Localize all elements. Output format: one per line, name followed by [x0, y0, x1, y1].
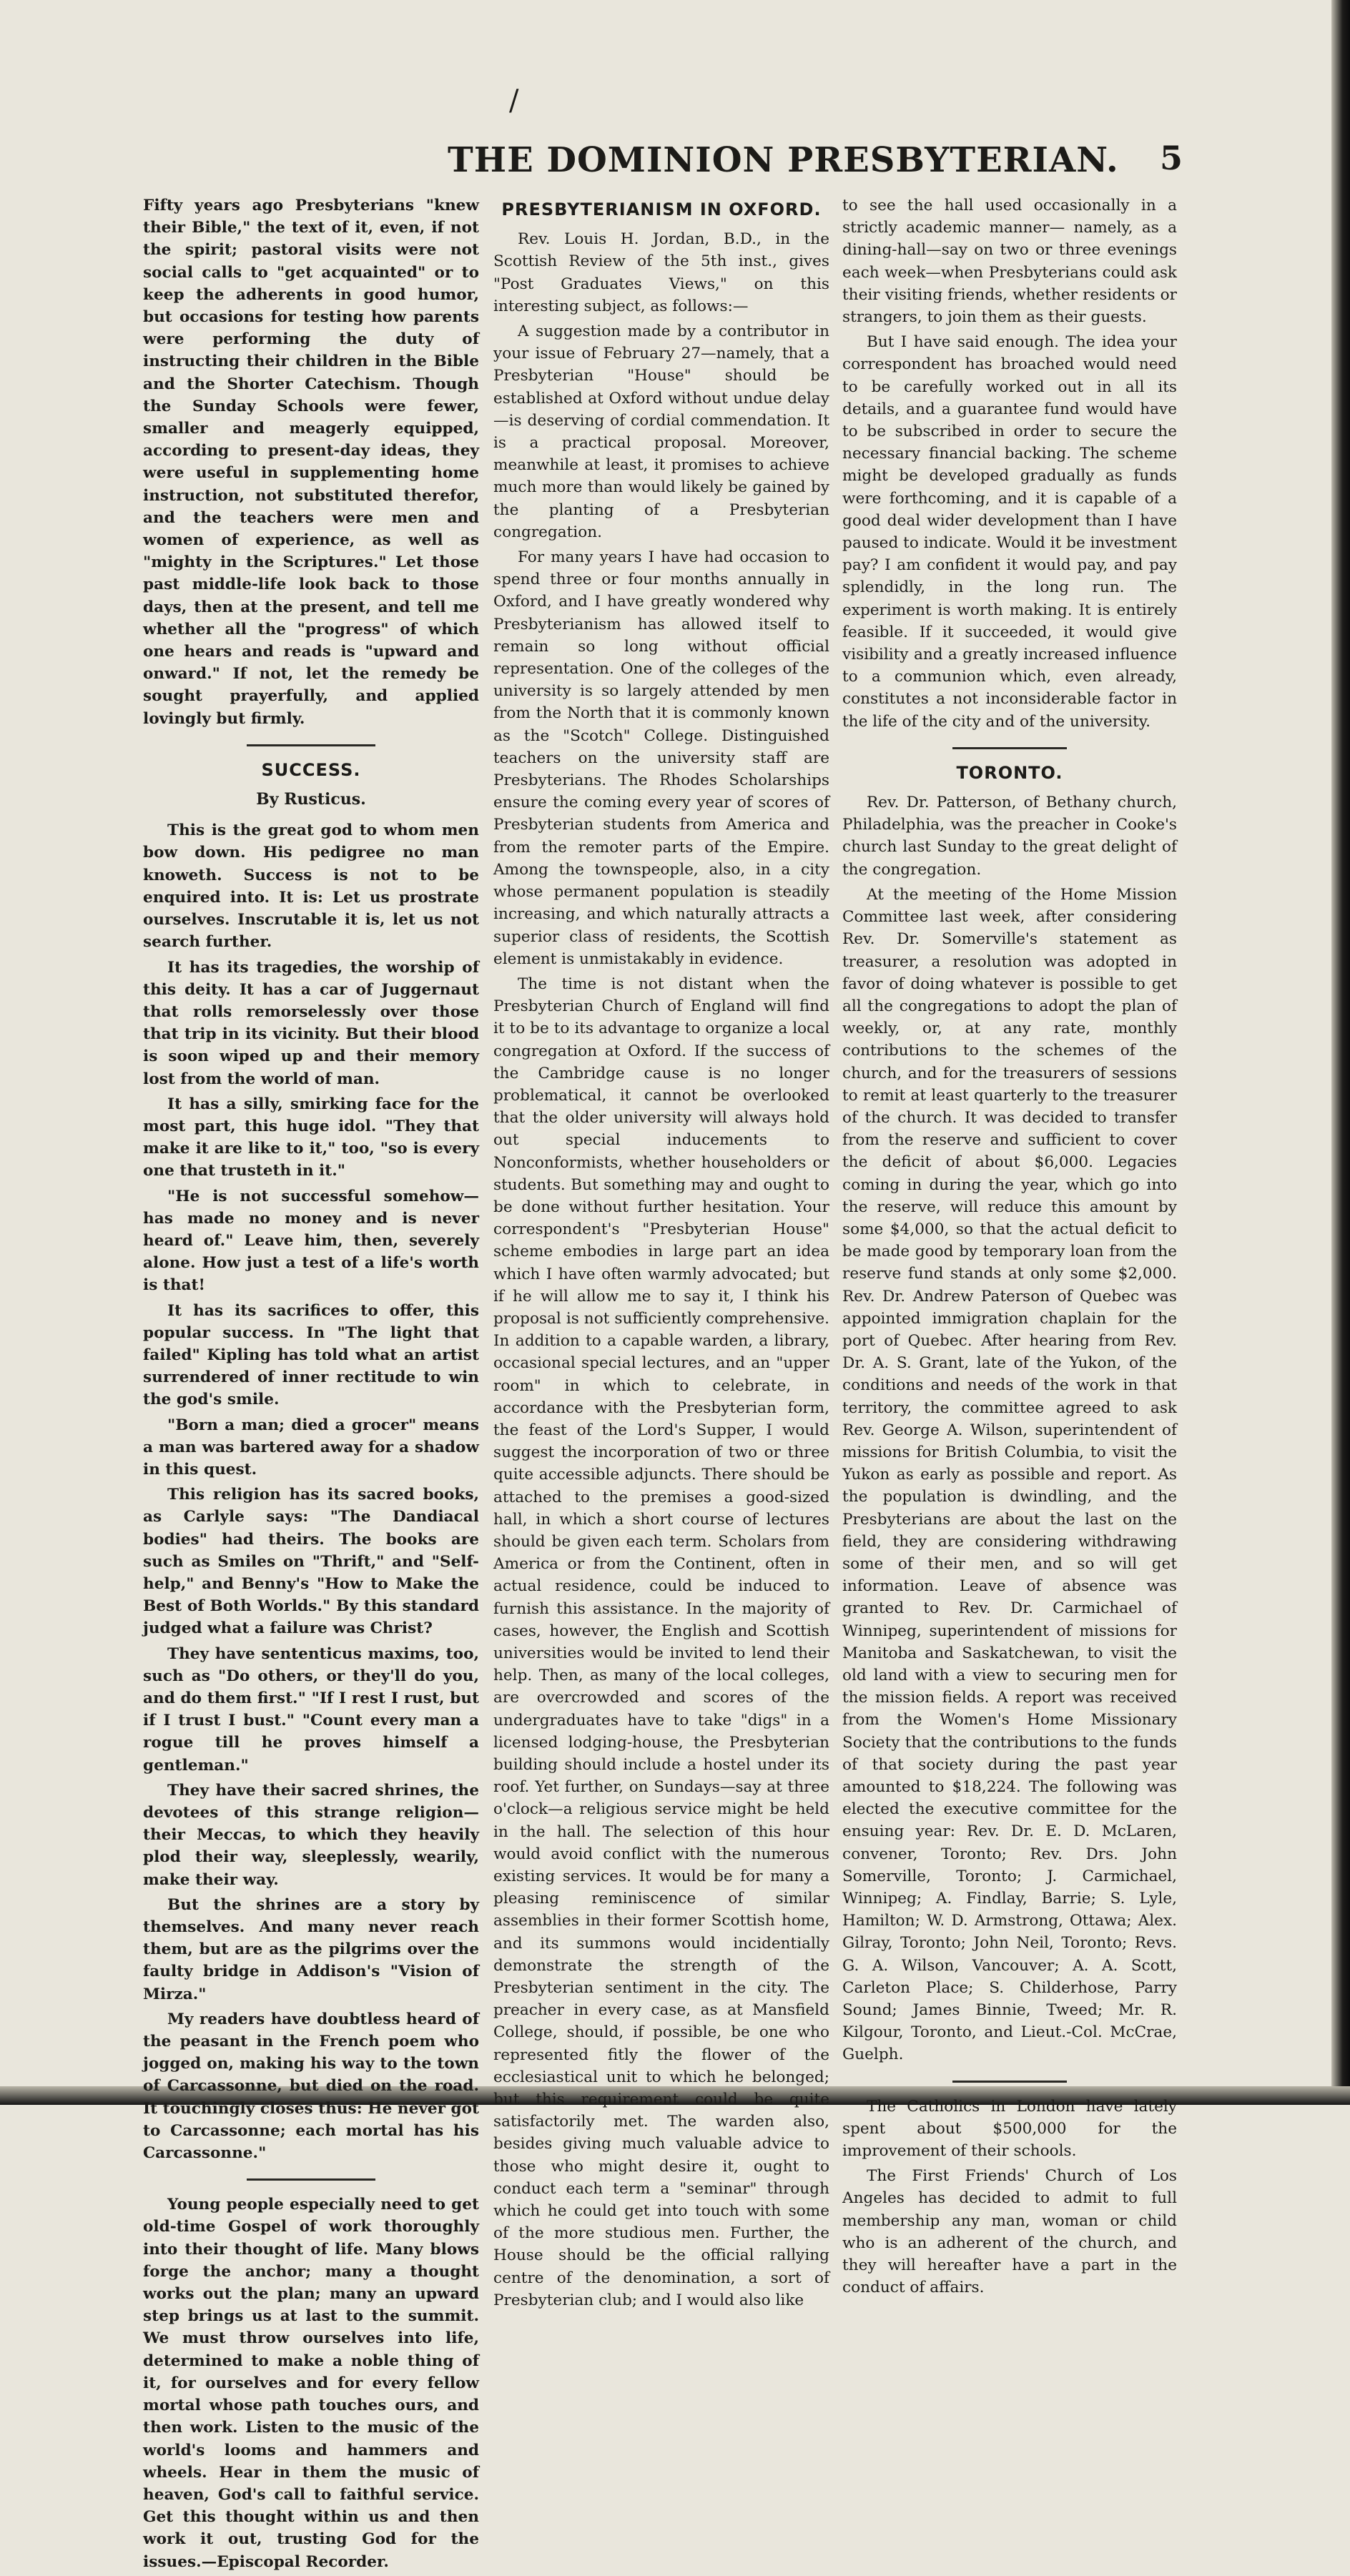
top-mark: /: [509, 84, 519, 117]
column-right: [842, 194, 1177, 2301]
oxford-paragraph: For many years I have had occasion to spend three or four months annually in Oxford, and I have greatly wondered why Presbyterianism has allowed itself to remain so long without official representation. One of the colleges of the university is so largely attended by men from the North that it is commonly known as the "Scotch" College. Distinguished teachers on the university staff are Presbyterians. The Rhodes Scholarships ensure the coming every year of scores of Presbyterian students from America and from the remoter parts of the Empire. Among the townspeople, also, in a city whose permanent population is steadily increasing, and which naturally attracts a superior class of residents, the Scottish element is unmistakably in evidence.: [493, 548, 829, 968]
success-paragraph: But the shrines are a story by themselves. And many never reach them, but are as the pilgrims over the faulty bridge in Addison's "Vision of Mirza.": [143, 1895, 479, 2003]
oxford-continued-paragraph: But I have said enough. The idea your correspondent has broached would need to be carefully worked out in all its details, and a guarantee fund would have to be subscribed in order to secure the necessary financial backing. The scheme might be developed gradually as funds were forthcoming, and it is capable of a good deal wider development than I have paused to indicate. Would it be investment pay? I am confident it would pay, and pay splendidly, in the long run. The experiment is worth making. It is entirely feasible. If it succeeded, it would give visibility and a greatly increased influence to a communion which, even already, constitutes a not inconsiderable factor in the life of the city and of the university.: [842, 333, 1177, 731]
page-number: 5: [1160, 139, 1183, 177]
success-paragraph: "Born a man; died a grocer" means a man was bartered away for a shadow in this quest.: [143, 1416, 479, 1479]
oxford-paragraph: The time is not distant when the Presbyterian Church of England will find it to be to its advantage to organize a local congregation at Oxford. If the success of the Cambridge cause is no longer problematical, it cannot be overlooked that the older university will always hold out special inducements to Nonconformists, whether householders or students. But something may and ought to be done without further hesitation. Your correspondent's "Presbyterian House" scheme embodies in large part an idea which I have often warmly advocated; but if he will allow me to say it, I think his proposal is not sufficiently comprehensive. In addition to a capable warden, a library, occasional special lectures, and an "upper room" in which to celebrate, in accordance with the Presbyterian form, the feast of the Lord's Supper, I would suggest the incorporation of two or three quite accessible adjuncts. There should be attached to the premises a good-sized hall, in which a short course of lectures should be given each term. Scholars from America or from the Continent, often in actual residence, could be induced to furnish this assistance. In the majority of cases, however, the English and Scottish universities would be invited to lend their help. Then, as many of the local colleges, are overcrowded and scores of the undergraduates have to take "digs" in a licensed lodging-house, the Presbyterian building should include a hostel under its roof. Yet further, on Sundays—say at three o'clock—a religious service might be held in the hall. The selection of this hour would avoid conflict with the numerous existing services. It would be for many a pleasing reminiscence of similar assemblies in their former Scottish home, and its summons would incidentially demonstrate the strength of the Presbyterian sentiment in the city. The preacher in every case, as at Mansfield College, should, if possible, be one who represented fitly the flower of the ecclesiastical unit to which he belonged; but this requirement could be quite satisfactorily met. The warden also, besides giving much valuable advice to those who might desire it, ought to conduct each term a "seminar" through which he could get into touch with some of the more studious men. Further, the House should be the official rallying centre of the denomination, a sort of Presbyterian club; and I would also like: [493, 974, 829, 2309]
toronto-paragraph: Rev. Dr. Patterson, of Bethany church, Philadelphia, was the preacher in Cooke's church last Sunday to the great delight of the congregation.: [842, 794, 1177, 879]
intro-paragraph: Fifty years ago Presbyterians "knew their Bible," the text of it, even, if not the spirit; pastoral visits were not social calls to "get acquainted" or to keep the adherents in good humor, but occasions for testing how parents were performing the duty of instructing their children in the Bible and the Shorter Catechism. Though the Sunday Schools were fewer, smaller and meagerly equipped, according to present-day ideas, they were useful in supplementing home instruction, not substituted therefor, and the teachers were men and women of experience, as well as "mighty in the Scriptures." Let those past middle-life look back to those days, then at the present, and tell me whether all the "progress" of which one hears and reads is "upward and onward." If not, let the remedy be sought prayerfully, and applied lovingly but firmly.: [143, 197, 479, 728]
oxford-heading: PRESBYTERIANISM IN OXFORD.: [501, 199, 822, 219]
column-left: [143, 194, 479, 2576]
young-people-paragraph: Young people especially need to get old-time Gospel of work thoroughly into their thought of life. Many blows forge the anchor; many a thought works out the plan; many an upward step brings us at last to the summit. We must throw ourselves into life, determined to make a noble thing of it, for ourselves and for every fellow mortal whose path touches ours, and then work. Listen to the music of the world's looms and hammers and wheels. Hear in them the music of heaven, God's call to faithful service. Get this thought within us and then work it out, trusting God for the issues.—Episcopal Recorder.: [143, 2196, 479, 2571]
success-byline: By Rusticus.: [256, 790, 366, 809]
success-paragraph: They have sententicus maxims, too, such as "Do others, or they'll do you, and do them first." "If I rest I rust, but if I trust I bust." "Count every man a rogue till he proves himself a gentleman.": [143, 1644, 479, 1775]
success-paragraph: This is the great god to whom men bow down. His pedigree no man knoweth. Success is not to be enquired into. It is: Let us prostrate ourselves. Inscrutable it is, let us not search further.: [143, 821, 479, 952]
success-paragraph: My readers have doubtless heard of the peasant in the French poem who jogged on, making his way to the town of Carcassonne, but died on the road. It touchingly closes thus: He never got to Carcassonne; each mortal has his Carcassonne.": [143, 2010, 479, 2163]
success-paragraph: This religion has its sacred books, as Carlyle says: "The Dandiacal bodies" had theirs. The books are such as Smiles on "Thrift," and "Self-help," and Benny's "How to Make the Best of Both Worlds." By this standard judged what a failure was Christ?: [143, 1486, 479, 1638]
column-middle: [493, 194, 829, 2314]
divider: [247, 744, 375, 746]
divider: [952, 2081, 1067, 2083]
success-paragraph: "He is not successful somehow—has made no money and is never heard of." Leave him, then, severely alone. How just a test of a life's worth is that!: [143, 1187, 479, 1295]
oxford-continued-paragraph: to see the hall used occasionally in a strictly academic manner— namely, as a dining-hall—say on two or three evenings each week—when Presbyterians could ask their visiting friends, whether residents or strangers, to join them as their guests.: [842, 197, 1177, 327]
success-paragraph: It has a silly, smirking face for the most part, this huge idol. "They that make it are like to it," too, "so is every one that trusteth in it.": [143, 1095, 479, 1180]
toronto-heading: TORONTO.: [956, 762, 1063, 783]
success-paragraph: They have their sacred shrines, the devotees of this strange religion—their Meccas, to which they heavily plod their way, sleeplessly, wearily, make their way.: [143, 1781, 479, 1889]
oxford-paragraph: Rev. Louis H. Jordan, B.D., in the Scottish Review of the 5th inst., gives "Post Graduates Views," on this interesting subject, as follows:—: [493, 230, 829, 315]
page-edge-right: [1331, 0, 1350, 2105]
divider: [952, 747, 1067, 749]
note-paragraph: The First Friends' Church of Los Angeles has decided to admit to full membership any man, woman or child who is an adherent of the church, and they will hereafter have a part in the conduct of affairs.: [842, 2167, 1177, 2297]
success-paragraph: It has its sacrifices to offer, this popular success. In "The light that failed" Kipling has told what an artist surrendered of inner rectitude to win the god's smile.: [143, 1301, 479, 1409]
masthead: THE DOMINION PRESBYTERIAN.: [448, 140, 1119, 180]
success-heading: SUCCESS.: [261, 759, 361, 780]
toronto-paragraph: At the meeting of the Home Mission Committee last week, after considering Rev. Dr. Somerville's statement as treasurer, a resolution was adopted in favor of doing whatever is possible to get all the congregations to adopt the plan of weekly, or, at any rate, monthly contributions to the schemes of the church, and for the treasurers of sessions to remit at least quarterly to the treasurer of the church. It was decided to transfer from the reserve and sufficient to cover the deficit of about $6,000. Legacies coming in during the year, which go into the reserve, will reduce this amount by some $4,000, so that the actual deficit to be made good by temporary loan from the reserve fund stands at only some $2,000. Rev. Dr. Andrew Paterson of Quebec was appointed immigration chaplain for the port of Quebec. After hearing from Rev. Dr. A. S. Grant, late of the Yukon, of the conditions and needs of the work in that territory, the committee agreed to ask Rev. George A. Wilson, superintendent of missions for British Columbia, to visit the Yukon as early as possible and report. As the population is dwindling, and the Presbyterians are about the last on the field, they are considering withdrawing some of their men, and so will get information. Leave of absence was granted to Rev. Dr. Carmichael of Winnipeg, superintendent of missions for Manitoba and Saskatchewan, to visit the old land with a view to securing men for the mission fields. A report was received from the Women's Home Missionary Society that the contributions to the funds of that society during the past year amounted to $18,224. The following was elected the executive committee for the ensuing year: Rev. Dr. E. D. McLaren, convener, Toronto; Rev. Drs. John Somerville, Toronto; J. Carmichael, Winnipeg; A. Findlay, Barrie; S. Lyle, Hamilton; W. D. Armstrong, Ottawa; Alex. Gilray, Toronto; John Neil, Toronto; Revs. G. A. Wilson, Vancouver; A. A. Scott, Carleton Place; S. Childerhose, Parry Sound; James Binnie, Tweed; Mr. R. Kilgour, Toronto, and Lieut.-Col. McCrae, Guelph.: [842, 885, 1177, 2064]
note-paragraph: The Catholics in London have lately spent about $500,000 for the improvement of their schools.: [842, 2097, 1177, 2161]
success-paragraph: It has its tragedies, the worship of this deity. It has a car of Juggernaut that rolls remorselessly over those that trip in its vicinity. But their blood is soon wiped up and their memory lost from the world of man.: [143, 958, 479, 1088]
divider: [247, 2178, 375, 2181]
oxford-paragraph: A suggestion made by a contributor in your issue of February 27—namely, that a Presbyterian "House" should be established at Oxford without undue delay—is deserving of cordial commendation. It is a practical proposal. Moreover, meanwhile at least, it promises to achieve much more than would likely be gained by the planting of a Presbyterian congregation.: [493, 322, 829, 541]
